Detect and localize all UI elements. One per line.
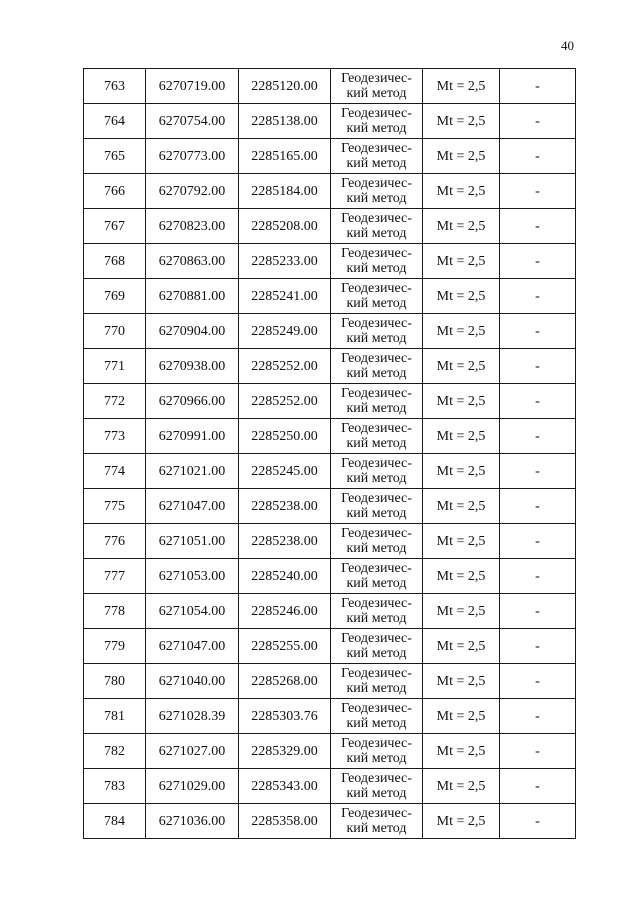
x-coordinate-cell: 6270823.00: [146, 209, 239, 244]
accuracy-cell: Mt = 2,5: [423, 629, 500, 664]
method-line-1: Геодезичес-: [341, 386, 412, 401]
method-line-2: кий метод: [346, 506, 407, 521]
method-line-1: Геодезичес-: [341, 421, 412, 436]
method-cell: [331, 244, 423, 279]
method-line-1: Геодезичес-: [341, 736, 412, 751]
x-coordinate-cell: 6270881.00: [146, 279, 239, 314]
method-cell: [331, 629, 423, 664]
accuracy-cell: Mt = 2,5: [423, 769, 500, 804]
point-number-cell: 765: [84, 139, 146, 174]
point-number-cell: 783: [84, 769, 146, 804]
accuracy-cell: Mt = 2,5: [423, 104, 500, 139]
method-line-2: кий метод: [346, 401, 407, 416]
note-cell: -: [500, 804, 576, 839]
accuracy-cell: Mt = 2,5: [423, 594, 500, 629]
note-cell: -: [500, 139, 576, 174]
table-row: [84, 139, 576, 174]
method-line-2: кий метод: [346, 751, 407, 766]
y-coordinate-cell: 2285343.00: [239, 769, 331, 804]
table-row: [84, 699, 576, 734]
accuracy-cell: Mt = 2,5: [423, 384, 500, 419]
method-cell: [331, 314, 423, 349]
note-cell: -: [500, 559, 576, 594]
accuracy-cell: Mt = 2,5: [423, 139, 500, 174]
method-cell: [331, 524, 423, 559]
point-number-cell: 771: [84, 349, 146, 384]
method-line-2: кий метод: [346, 436, 407, 451]
table-row: [84, 489, 576, 524]
table-row: [84, 664, 576, 699]
method-cell: [331, 384, 423, 419]
method-line-1: Геодезичес-: [341, 596, 412, 611]
method-line-2: кий метод: [346, 226, 407, 241]
accuracy-cell: Mt = 2,5: [423, 314, 500, 349]
method-line-1: Геодезичес-: [341, 631, 412, 646]
note-cell: -: [500, 419, 576, 454]
point-number-cell: 769: [84, 279, 146, 314]
accuracy-cell: Mt = 2,5: [423, 524, 500, 559]
table-body: [84, 69, 576, 839]
method-line-1: Геодезичес-: [341, 561, 412, 576]
method-cell: [331, 279, 423, 314]
method-cell: [331, 664, 423, 699]
accuracy-cell: Mt = 2,5: [423, 454, 500, 489]
x-coordinate-cell: 6271047.00: [146, 629, 239, 664]
note-cell: -: [500, 69, 576, 104]
table-row: [84, 349, 576, 384]
method-line-1: Геодезичес-: [341, 281, 412, 296]
note-cell: -: [500, 244, 576, 279]
method-cell: [331, 419, 423, 454]
method-cell: [331, 804, 423, 839]
accuracy-cell: Mt = 2,5: [423, 244, 500, 279]
y-coordinate-cell: 2285246.00: [239, 594, 331, 629]
method-cell: [331, 139, 423, 174]
y-coordinate-cell: 2285303.76: [239, 699, 331, 734]
y-coordinate-cell: 2285249.00: [239, 314, 331, 349]
note-cell: -: [500, 699, 576, 734]
method-line-1: Геодезичес-: [341, 806, 412, 821]
method-line-1: Геодезичес-: [341, 526, 412, 541]
note-cell: -: [500, 314, 576, 349]
method-cell: [331, 489, 423, 524]
y-coordinate-cell: 2285255.00: [239, 629, 331, 664]
method-cell: [331, 69, 423, 104]
method-line-1: Геодезичес-: [341, 246, 412, 261]
method-cell: [331, 209, 423, 244]
accuracy-cell: Mt = 2,5: [423, 69, 500, 104]
method-cell: [331, 174, 423, 209]
x-coordinate-cell: 6270938.00: [146, 349, 239, 384]
method-cell: [331, 594, 423, 629]
table-row: [84, 594, 576, 629]
method-line-2: кий метод: [346, 261, 407, 276]
y-coordinate-cell: 2285233.00: [239, 244, 331, 279]
method-line-1: Геодезичес-: [341, 316, 412, 331]
note-cell: -: [500, 104, 576, 139]
point-number-cell: 782: [84, 734, 146, 769]
accuracy-cell: Mt = 2,5: [423, 489, 500, 524]
y-coordinate-cell: 2285120.00: [239, 69, 331, 104]
point-number-cell: 778: [84, 594, 146, 629]
y-coordinate-cell: 2285165.00: [239, 139, 331, 174]
x-coordinate-cell: 6271047.00: [146, 489, 239, 524]
method-line-1: Геодезичес-: [341, 71, 412, 86]
x-coordinate-cell: 6271027.00: [146, 734, 239, 769]
table-row: [84, 804, 576, 839]
method-line-2: кий метод: [346, 86, 407, 101]
note-cell: -: [500, 349, 576, 384]
x-coordinate-cell: 6271054.00: [146, 594, 239, 629]
x-coordinate-cell: 6271036.00: [146, 804, 239, 839]
method-line-1: Геодезичес-: [341, 771, 412, 786]
note-cell: -: [500, 594, 576, 629]
method-line-2: кий метод: [346, 786, 407, 801]
x-coordinate-cell: 6270792.00: [146, 174, 239, 209]
x-coordinate-cell: 6271021.00: [146, 454, 239, 489]
method-line-1: Геодезичес-: [341, 701, 412, 716]
table-row: [84, 174, 576, 209]
point-number-cell: 763: [84, 69, 146, 104]
point-number-cell: 772: [84, 384, 146, 419]
x-coordinate-cell: 6271053.00: [146, 559, 239, 594]
accuracy-cell: Mt = 2,5: [423, 174, 500, 209]
table-row: [84, 419, 576, 454]
point-number-cell: 776: [84, 524, 146, 559]
x-coordinate-cell: 6270904.00: [146, 314, 239, 349]
page-number: 40: [561, 38, 574, 53]
point-number-cell: 780: [84, 664, 146, 699]
note-cell: -: [500, 454, 576, 489]
method-line-2: кий метод: [346, 576, 407, 591]
table-row: [84, 209, 576, 244]
x-coordinate-cell: 6271029.00: [146, 769, 239, 804]
accuracy-cell: Mt = 2,5: [423, 804, 500, 839]
note-cell: -: [500, 384, 576, 419]
method-line-1: Геодезичес-: [341, 211, 412, 226]
accuracy-cell: Mt = 2,5: [423, 559, 500, 594]
y-coordinate-cell: 2285252.00: [239, 384, 331, 419]
table-row: [84, 104, 576, 139]
y-coordinate-cell: 2285238.00: [239, 524, 331, 559]
method-line-1: Геодезичес-: [341, 141, 412, 156]
x-coordinate-cell: 6270863.00: [146, 244, 239, 279]
y-coordinate-cell: 2285252.00: [239, 349, 331, 384]
x-coordinate-cell: 6271028.39: [146, 699, 239, 734]
y-coordinate-cell: 2285268.00: [239, 664, 331, 699]
table-row: [84, 314, 576, 349]
method-cell: [331, 349, 423, 384]
accuracy-cell: Mt = 2,5: [423, 664, 500, 699]
x-coordinate-cell: 6270773.00: [146, 139, 239, 174]
method-cell: [331, 454, 423, 489]
x-coordinate-cell: 6270991.00: [146, 419, 239, 454]
accuracy-cell: Mt = 2,5: [423, 699, 500, 734]
coordinates-table: [83, 68, 576, 839]
y-coordinate-cell: 2285240.00: [239, 559, 331, 594]
note-cell: -: [500, 209, 576, 244]
method-line-2: кий метод: [346, 156, 407, 171]
point-number-cell: 781: [84, 699, 146, 734]
point-number-cell: 773: [84, 419, 146, 454]
method-line-1: Геодезичес-: [341, 351, 412, 366]
method-line-1: Геодезичес-: [341, 106, 412, 121]
table-row: [84, 559, 576, 594]
accuracy-cell: Mt = 2,5: [423, 419, 500, 454]
table-row: [84, 734, 576, 769]
note-cell: -: [500, 524, 576, 559]
method-line-2: кий метод: [346, 121, 407, 136]
point-number-cell: 784: [84, 804, 146, 839]
table-row: [84, 244, 576, 279]
y-coordinate-cell: 2285208.00: [239, 209, 331, 244]
x-coordinate-cell: 6271040.00: [146, 664, 239, 699]
point-number-cell: 777: [84, 559, 146, 594]
note-cell: -: [500, 174, 576, 209]
table-row: [84, 524, 576, 559]
table-row: [84, 384, 576, 419]
table-row: [84, 69, 576, 104]
method-line-2: кий метод: [346, 681, 407, 696]
accuracy-cell: Mt = 2,5: [423, 734, 500, 769]
method-line-1: Геодезичес-: [341, 176, 412, 191]
method-cell: [331, 559, 423, 594]
note-cell: -: [500, 629, 576, 664]
table-row: [84, 769, 576, 804]
point-number-cell: 774: [84, 454, 146, 489]
y-coordinate-cell: 2285241.00: [239, 279, 331, 314]
accuracy-cell: Mt = 2,5: [423, 209, 500, 244]
method-line-2: кий метод: [346, 471, 407, 486]
method-line-1: Геодезичес-: [341, 456, 412, 471]
x-coordinate-cell: 6270754.00: [146, 104, 239, 139]
point-number-cell: 764: [84, 104, 146, 139]
method-cell: [331, 734, 423, 769]
method-line-2: кий метод: [346, 191, 407, 206]
point-number-cell: 775: [84, 489, 146, 524]
point-number-cell: 766: [84, 174, 146, 209]
method-line-2: кий метод: [346, 716, 407, 731]
x-coordinate-cell: 6270966.00: [146, 384, 239, 419]
note-cell: -: [500, 489, 576, 524]
y-coordinate-cell: 2285245.00: [239, 454, 331, 489]
accuracy-cell: Mt = 2,5: [423, 279, 500, 314]
method-cell: [331, 699, 423, 734]
y-coordinate-cell: 2285329.00: [239, 734, 331, 769]
table-row: [84, 279, 576, 314]
method-line-2: кий метод: [346, 541, 407, 556]
y-coordinate-cell: 2285238.00: [239, 489, 331, 524]
table-row: [84, 629, 576, 664]
method-line-2: кий метод: [346, 366, 407, 381]
table-row: [84, 454, 576, 489]
method-line-2: кий метод: [346, 646, 407, 661]
y-coordinate-cell: 2285184.00: [239, 174, 331, 209]
method-cell: [331, 104, 423, 139]
y-coordinate-cell: 2285358.00: [239, 804, 331, 839]
note-cell: -: [500, 734, 576, 769]
note-cell: -: [500, 279, 576, 314]
method-line-2: кий метод: [346, 611, 407, 626]
y-coordinate-cell: 2285250.00: [239, 419, 331, 454]
point-number-cell: 779: [84, 629, 146, 664]
x-coordinate-cell: 6270719.00: [146, 69, 239, 104]
point-number-cell: 768: [84, 244, 146, 279]
accuracy-cell: Mt = 2,5: [423, 349, 500, 384]
y-coordinate-cell: 2285138.00: [239, 104, 331, 139]
method-line-1: Геодезичес-: [341, 666, 412, 681]
method-cell: [331, 769, 423, 804]
method-line-2: кий метод: [346, 296, 407, 311]
x-coordinate-cell: 6271051.00: [146, 524, 239, 559]
note-cell: -: [500, 664, 576, 699]
method-line-1: Геодезичес-: [341, 491, 412, 506]
method-line-2: кий метод: [346, 821, 407, 836]
note-cell: -: [500, 769, 576, 804]
point-number-cell: 770: [84, 314, 146, 349]
method-line-2: кий метод: [346, 331, 407, 346]
point-number-cell: 767: [84, 209, 146, 244]
